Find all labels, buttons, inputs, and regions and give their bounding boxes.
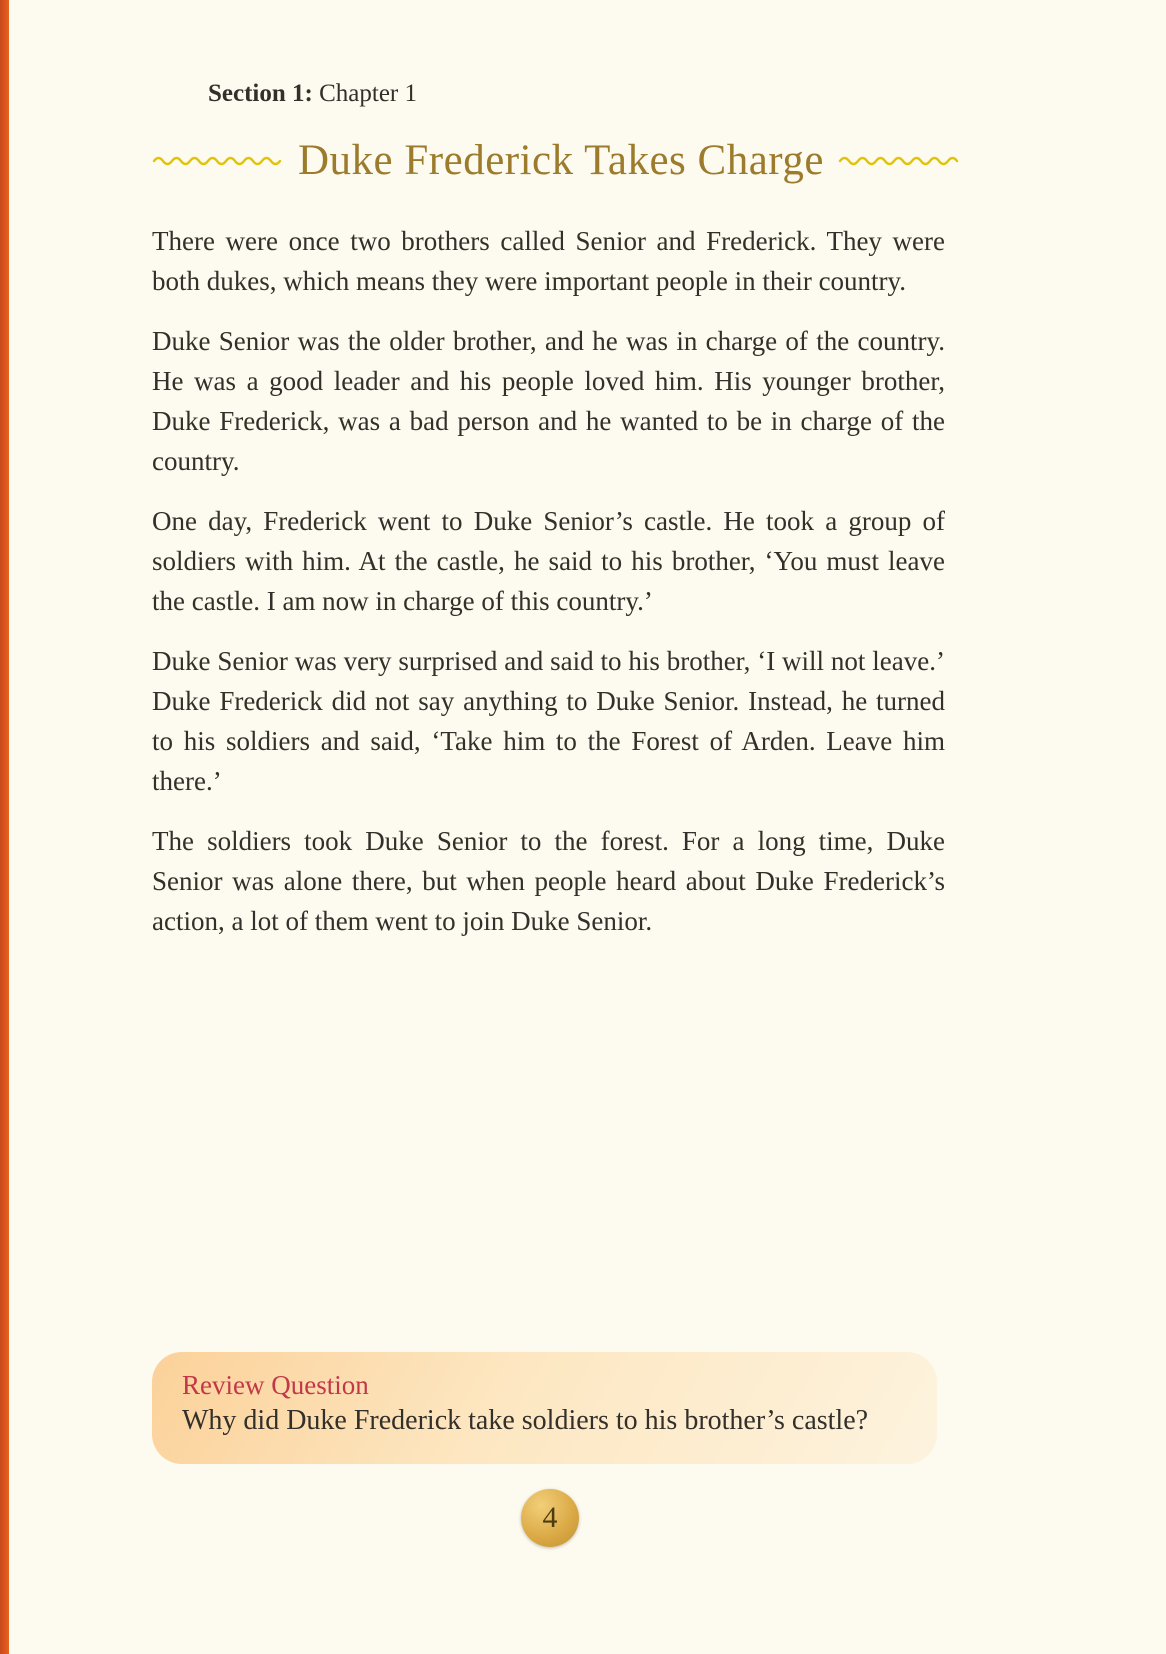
paragraph-4: Duke Senior was very surprised and said to his brother, ‘I will not leave.’ Duke Frederick did not say anything to Duke Senior. Instead, he turned to his soldiers and said, ‘Take him to the Forest of Arden. Leave him there.’ [152,646,945,796]
paragraph-3: One day, Frederick went to Duke Senior’s castle. He took a group of soldiers with him. At the castle, he said to his brother, ‘You must leave the castle. I am now in charge of this country.’ [152,506,945,616]
page-number-badge [521,1489,579,1547]
page-number: 4 [542,1501,558,1534]
chapter-title-row [152,136,945,185]
page-edge-strip [0,0,9,1654]
squiggle-left-decoration [152,154,284,168]
paragraph-2: Duke Senior was the older brother, and he was in charge of the country. He was a good leader and his people loved him. His younger brother, Duke Frederick, was a bad person and he wanted to be in charge of the country. [152,326,945,476]
review-question-label: Review Question [182,1370,369,1400]
squiggle-right-decoration [838,154,961,168]
paragraph-5: The soldiers took Duke Senior to the forest. For a long time, Duke Senior was alone there, but when people heard about Duke Frederick’s action, a lot of them went to join Duke Senior. [152,826,945,936]
section-label: Section 1: [208,80,313,107]
page-content [152,80,945,961]
review-question-box [152,1352,937,1464]
chapter-label: Chapter 1 [319,80,417,107]
review-question-text: Why did Duke Frederick take soldiers to his brother’s castle? [182,1405,869,1436]
section-header [208,80,945,108]
chapter-title: Duke Frederick Takes Charge [298,137,824,184]
paragraph-1: There were once two brothers called Senior and Frederick. They were both dukes, which means they were important people in their country. [152,226,945,296]
